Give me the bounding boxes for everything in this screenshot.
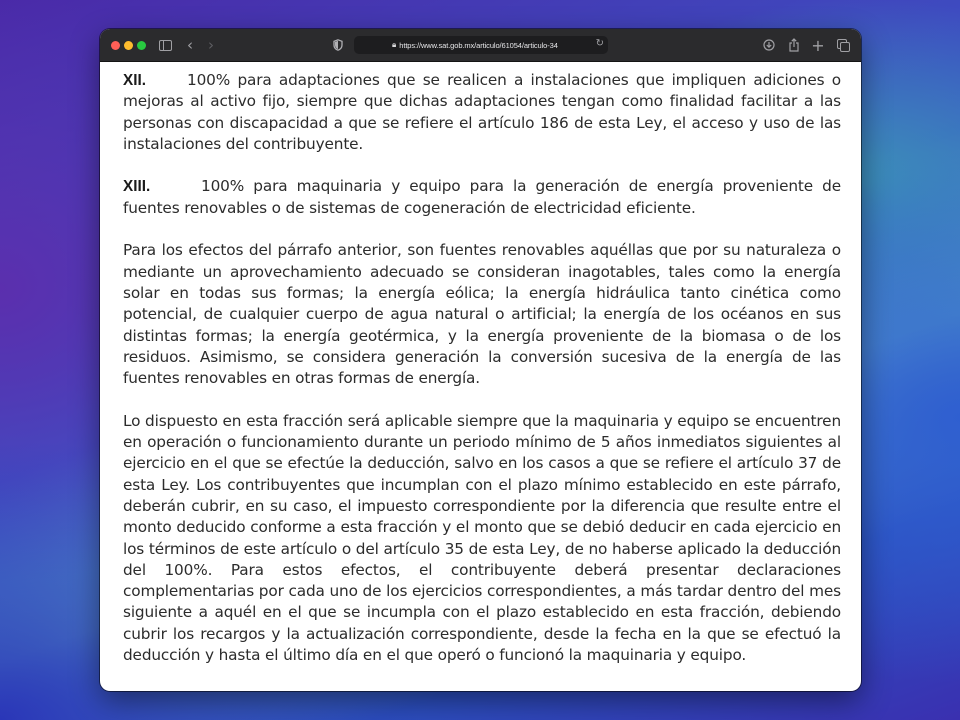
fraction-number: XIII. [123, 178, 151, 196]
paragraph-application: Lo dispuesto en esta fracción será aplicable siempre que la maquinaria y equipo se encuentren en operación o funcionamiento durante un periodo mínimo de 5 años inmediatos siguientes al ejercicio en el que se efectúe la deducción, salvo en los casos a que se refiere el artículo 37 de esta Ley. Los contribuyentes que incumplan con el plazo mínimo establecido en este párrafo, deberán cubrir, en su caso, el impuesto correspondiente por la diferencia que resulte entre el monto deducido conforme a esta fracción y el monto que se debió deducir en cada ejercicio en los términos de este artículo o del artículo 35 de esta Ley, de no haberse aplicado la deducción del 100%. Para estos efectos, el contribuyente deberá presentar declaraciones complementarias por cada uno de los ejercicios correspondientes, a más tardar dentro del mes siguiente a aquél en el que se incumpla con el plazo establecido en esta fracción, debiendo cubrir los recargos y la actualización correspondiente, desde la fecha en la que se efectuó la deducción y hasta el último día en el que operó o funcionó la maquinaria y equipo. [123, 411, 841, 665]
shield-icon[interactable] [331, 36, 345, 54]
address-bar[interactable] [354, 36, 608, 54]
page-content [100, 62, 861, 691]
lock-icon: 🔒︎ [392, 40, 397, 49]
fraction-xii [123, 70, 841, 155]
fraction-number: XII. [123, 72, 146, 89]
share-icon[interactable] [787, 36, 801, 54]
download-icon[interactable] [762, 36, 776, 54]
paragraph-renewables: Para los efectos del párrafo anterior, son fuentes renovables aquéllas que por su naturaleza o mediante un aprovechamiento adecuado se consideran inagotables, tales como la energía solar en todas sus formas; la energía eólica; la energía hidráulica tanto cinética como potencial, de cualquier cuerpo de agua natural o artificial; la energía de los océanos en sus distintas formas; la energía geotérmica, y la energía proveniente de la biomasa o de los residuos. Asimismo, se considera generación la conversión sucesiva de la energía de las fuentes renovables en otras formas de energía. [123, 241, 841, 388]
browser-toolbar [100, 29, 861, 62]
new-tab-icon[interactable]: + [811, 35, 825, 55]
fraction-text: 100% para maquinaria y equipo para la generación de energía proveniente de fuentes renovables o de sistemas de cogeneración de electricidad eficiente. [123, 177, 841, 217]
forward-icon[interactable]: › [208, 36, 214, 54]
close-window-button[interactable] [111, 41, 120, 50]
fraction-text: 100% para adaptaciones que se realicen a instalaciones que impliquen adiciones o mejoras al activo fijo, siempre que dichas adaptaciones tengan como finalidad facilitar a las personas con discapacidad a que se refiere el artículo 186 de esta Ley, el acceso y uso de las instalaciones del contribuyente. [123, 71, 841, 153]
browser-window [100, 29, 861, 691]
back-icon[interactable]: ‹ [187, 36, 193, 54]
sidebar-icon[interactable] [158, 36, 172, 54]
reload-icon[interactable]: ↻ [595, 38, 604, 49]
url-text[interactable]: https://www.sat.gob.mx/articulo/61054/articulo-34 [399, 40, 558, 50]
maximize-window-button[interactable] [137, 41, 146, 50]
minimize-window-button[interactable] [124, 41, 133, 50]
fraction-xiii [123, 176, 841, 219]
tabs-overview-icon[interactable] [836, 36, 850, 54]
